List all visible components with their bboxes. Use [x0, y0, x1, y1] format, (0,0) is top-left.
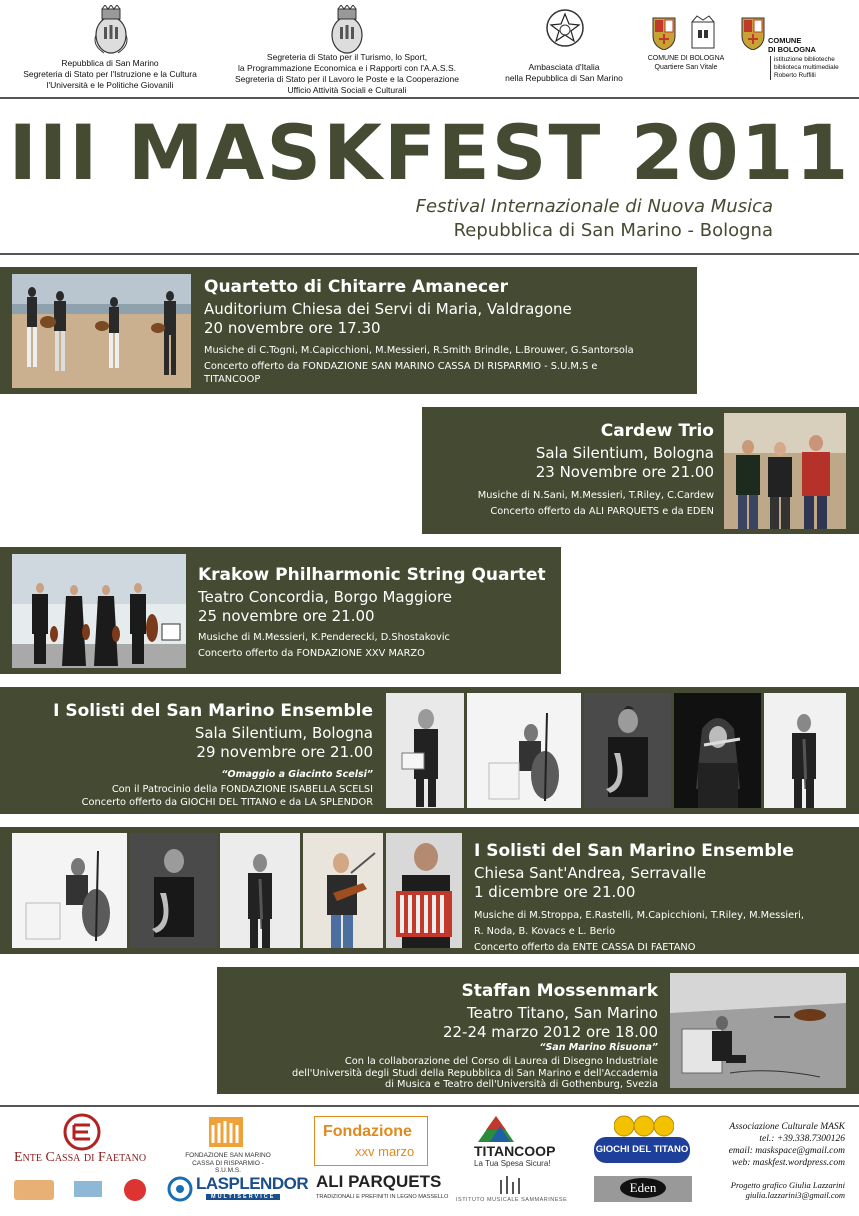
- san-marino-coat-of-arms-icon: [90, 5, 132, 55]
- musician-photo: [386, 833, 462, 948]
- eden-logo: Eden: [594, 1176, 692, 1202]
- musician-photo: [386, 693, 464, 808]
- concert-details: Con la collaborazione del Corso di Laurea di Disegno Industriale dell'Università degli Studi della Repubblica di San Marino e dell'Accademia di Musica e Teatro dell'Università di Gothenburg, Svezia: [292, 1056, 658, 1090]
- concert-title: Staffan Mossenmark: [461, 981, 658, 1001]
- concert-photo: [12, 554, 186, 668]
- istituto-musicale-name: ISTITUTO MUSICALE SAMMARINESE: [456, 1197, 568, 1203]
- concert-title: I Solisti del San Marino Ensemble: [474, 841, 794, 861]
- concert-title: Quartetto di Chitarre Amanecer: [204, 277, 509, 297]
- concert-quote: “Omaggio a Giacinto Scelsi”: [221, 769, 373, 780]
- giochi-del-titano-logo: GIOCHI DEL TITANO: [594, 1113, 692, 1169]
- concert-panel-mossenmark: [217, 967, 859, 1094]
- design-credit: Progetto grafico Giulia Lazzarini giulia.lazzarini3@gmail.com: [730, 1180, 845, 1200]
- concert-panel-scelsi: [0, 687, 859, 814]
- musician-photo: [764, 693, 846, 808]
- header-rule: [0, 97, 859, 99]
- titancoop-tag: La Tua Spesa Sicura!: [474, 1159, 551, 1168]
- concert-venue: Teatro Concordia, Borgo Maggiore: [198, 588, 453, 606]
- musician-photo: [12, 833, 127, 948]
- musician-photo: [674, 693, 761, 808]
- institution-istruzione: Repubblica di San Marino Segreteria di Stato per l'Istruzione e la Cultura l'Università e le Politiche Giovanili: [23, 58, 197, 90]
- lasplendor-tag: MULTISERVICE: [206, 1194, 280, 1200]
- musician-photo: [584, 693, 671, 808]
- concert-panel-cardew: [422, 407, 859, 534]
- design-email[interactable]: giulia.lazzarini3@gmail.com: [745, 1190, 845, 1200]
- titancoop-mountain-icon: [476, 1114, 516, 1144]
- concert-title: I Solisti del San Marino Ensemble: [53, 701, 373, 721]
- concert-venue: Chiesa Sant'Andrea, Serravalle: [474, 864, 707, 882]
- ente-cassa-logo-icon: [62, 1113, 102, 1151]
- titancoop-name: TITANCOOP: [474, 1143, 556, 1159]
- concert-title: Cardew Trio: [600, 421, 714, 441]
- festival-title: III MASKFEST 2011: [8, 108, 851, 197]
- footer-rule: [0, 1105, 859, 1107]
- aliparquets-tag: TRADIZIONALI E PREFINITI IN LEGNO MASSELLO: [316, 1194, 449, 1200]
- musician-photo: [130, 833, 217, 948]
- istituto-musicale-icon: [498, 1172, 524, 1194]
- concert-date: 23 Novembre ore 21.00: [535, 463, 714, 481]
- aliparquets-name: ALI PARQUETS: [316, 1172, 442, 1191]
- concert-date: 1 dicembre ore 21.00: [474, 883, 636, 901]
- concert-date: 20 novembre ore 17.30: [204, 319, 381, 337]
- institution-biblioteca: istituzione biblioteche biblioteca multimediale Roberto Ruffilli: [770, 56, 859, 80]
- concert-details: Musiche di N.Sani, M.Messieri, T.Riley, C.Cardew Concerto offerto da ALI PARQUETS e da EDEN: [477, 490, 714, 517]
- institution-ambasciata: Ambasciata d'Italia nella Repubblica di San Marino: [505, 62, 623, 83]
- lasplendor-logo-icon: [166, 1175, 194, 1203]
- concert-venue: Auditorium Chiesa dei Servi di Maria, Valdragone: [204, 300, 572, 318]
- bologna-coat-of-arms-icon: [652, 14, 676, 50]
- musician-photo: [220, 833, 300, 948]
- concert-date: 25 novembre ore 21.00: [198, 607, 375, 625]
- concert-details: Musiche di M.Messieri, K.Penderecki, D.Shostakovic Concerto offerto da FONDAZIONE XXV MARZO: [198, 632, 450, 659]
- concert-photo: [724, 413, 846, 529]
- fondazione-sm-logo-icon: [207, 1113, 245, 1149]
- bologna-coat-of-arms-icon: [741, 14, 765, 50]
- institution-turismo: Segreteria di Stato per il Turismo, lo Sport, la Programmazione Economica e i Rapporti con l'A.A.S.S. Segreteria di Stato per il Lavoro le Poste e la Cooperazione Ufficio Attività Sociali e Culturali: [235, 52, 459, 95]
- concert-photo: [670, 973, 846, 1088]
- quartiere-tower-icon: [690, 14, 716, 50]
- institution-comune: COMUNE DI BOLOGNA: [768, 36, 816, 54]
- contact-info: Associazione Culturale MASK tel.: +39.338.7300126 email: maskspace@gmail.com web: maskfest.wordpress.com: [728, 1122, 845, 1168]
- concert-panel-krakow: [0, 547, 561, 674]
- concert-venue: Sala Silentium, Bologna: [535, 444, 714, 462]
- concert-title: Krakow Philharmonic String Quartet: [198, 565, 546, 585]
- concert-details: Con il Patrocinio della FONDAZIONE ISABELLA SCELSI Concerto offerto da GIOCHI DEL TITANO e da LA SPLENDOR: [81, 784, 373, 808]
- concert-quote: “San Marino Risuona”: [539, 1042, 658, 1053]
- festival-subtitle: Festival Internazionale di Nuova Musica: [415, 196, 773, 217]
- lasplendor-name: LASPLENDOR: [196, 1174, 309, 1193]
- san-marino-coat-of-arms-icon: [326, 5, 368, 55]
- musician-photo: [467, 693, 581, 808]
- fondazione-xxv-logo: Fondazione xxv marzo: [314, 1116, 428, 1166]
- title-rule: [0, 253, 859, 255]
- concert-panel-amanecer: [0, 267, 697, 394]
- giochi-coins-icon: [614, 1113, 674, 1139]
- concert-details: Musiche di C.Togni, M.Capicchioni, M.Messieri, R.Smith Brindle, L.Brouwer, G.Santorsola Concerto offerto da FONDAZIONE SAN MARINO CASSA DI RISPARMIO - S.U.M.S e TITANCOOP: [204, 345, 634, 385]
- italian-republic-emblem-icon: [543, 6, 587, 52]
- small-sponsor-logo: [14, 1180, 54, 1200]
- concert-date: 22-24 marzo 2012 ore 18.00: [442, 1023, 658, 1041]
- fondazione-sm-name: FONDAZIONE SAN MARINO CASSA DI RISPARMIO - S.U.M.S.: [185, 1152, 271, 1174]
- concert-photo: [12, 274, 191, 388]
- concert-date: 29 novembre ore 21.00: [196, 743, 373, 761]
- festival-location: Repubblica di San Marino - Bologna: [453, 220, 773, 241]
- small-sponsor-logo: [74, 1181, 102, 1197]
- concert-details: Musiche di M.Stroppa, E.Rastelli, M.Capicchioni, T.Riley, M.Messieri, R. Noda, B. Kovacs e L. Berio Concerto offerto da ENTE CASSA DI FAETANO: [474, 910, 804, 953]
- contact-email[interactable]: email: maskspace@gmail.com: [728, 1146, 845, 1156]
- ente-cassa-name: Ente Cassa di Faetano: [14, 1150, 147, 1165]
- institution-quartiere: COMUNE DI BOLOGNA Quartiere San Vitale: [647, 55, 725, 71]
- musician-photo: [303, 833, 383, 948]
- concert-panel-serravalle: [0, 827, 859, 954]
- contact-web[interactable]: web: maskfest.wordpress.com: [731, 1158, 845, 1168]
- concert-venue: Sala Silentium, Bologna: [194, 724, 373, 742]
- concert-venue: Teatro Titano, San Marino: [466, 1004, 658, 1022]
- small-sponsor-logo: [124, 1179, 146, 1201]
